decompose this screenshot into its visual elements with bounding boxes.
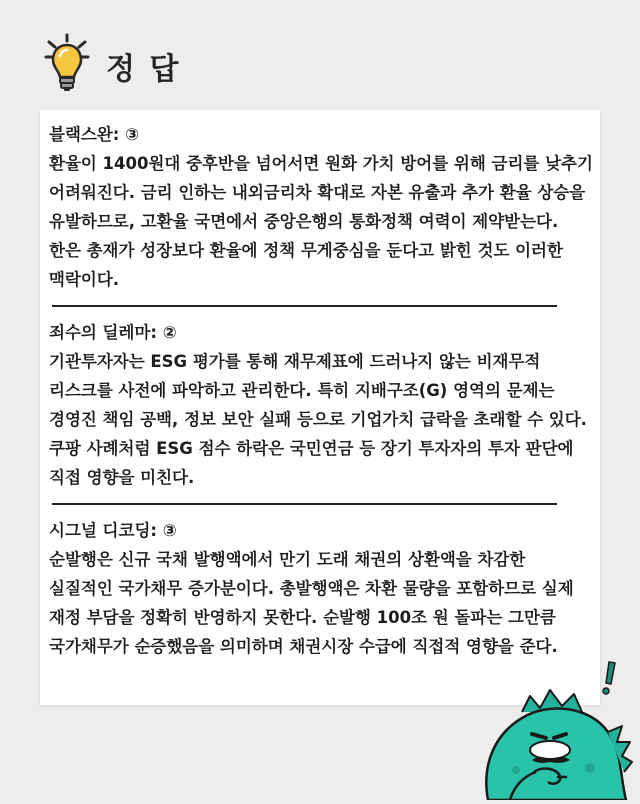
lightbulb-icon [38, 33, 108, 95]
dinosaur-mascot [470, 650, 640, 800]
section-heading: 죄수의 딜레마: ② [49, 323, 177, 342]
page-header [38, 34, 180, 94]
section-heading: 블랙스완: ③ [49, 125, 140, 144]
answer-section-black-swan [49, 120, 594, 294]
section-divider [52, 305, 557, 307]
page-title: 정 답 [106, 52, 181, 87]
section-body: 순발행은 신규 국채 발행액에서 만기 도래 채권의 상환액을 차감한 실질적인 국가채무 증가분이다. 총발행액은 차환 물량을 포함하므로 실제 재정 부담을 정확히 반영하지 못한다. 순발행 100조 원 돌파는 그만큼 국가채무가 순증했음을 의미하며 채권시장 수급에 직접적 영향을 준다. [49, 550, 574, 656]
answer-card [40, 110, 600, 705]
section-body: 기관투자자는 ESG 평가를 통해 재무제표에 드러나지 않는 비재무적 리스크를 사전에 파악하고 관리한다. 특히 지배구조(G) 영역의 문제는 경영진 책임 공백, 정보 보안 실패 등으로 기업가치 급락을 초래할 수 있다. 쿠팡 사례처럼 ESG 점수 하락은 국민연금 등 장기 투자자의 투자 판단에 직접 영향을 미친다. [49, 352, 587, 487]
answer-content [49, 120, 594, 661]
answer-section-signal-decoding [49, 516, 594, 661]
answer-section-prisoners-dilemma [49, 318, 594, 492]
section-heading: 시그널 디코딩: ③ [49, 521, 177, 540]
section-divider [52, 503, 557, 505]
section-body: 환율이 1400원대 중후반을 넘어서면 원화 가치 방어를 위해 금리를 낮추기 어려워진다. 금리 인하는 내외금리차 확대로 자본 유출과 추가 환율 상승을 유발하므로, 고환율 국면에서 중앙은행의 통화정책 여력이 제약받는다. 한은 총재가 성장보다 환율에 정책 무게중심을 둔다고 밝힌 것도 이러한 맥락이다. [49, 154, 593, 289]
exclamation-icon [603, 662, 615, 694]
